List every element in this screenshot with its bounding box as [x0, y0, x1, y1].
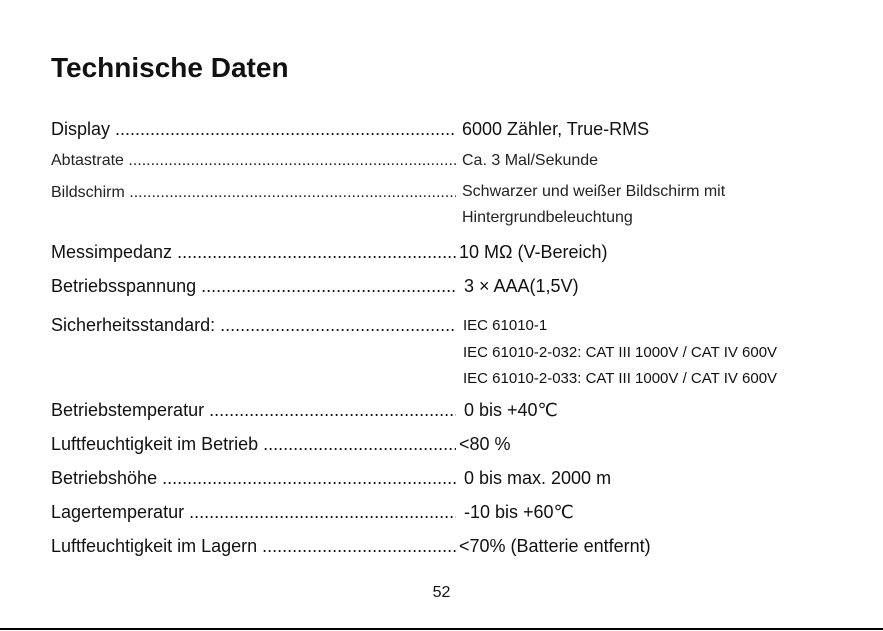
spec-value: 0 bis +40℃ [464, 400, 558, 420]
spec-label: Abtastrate ..... [51, 149, 456, 173]
spec-row-messimpedanz [51, 240, 456, 264]
page-title: Technische Daten [51, 52, 289, 83]
spec-value: -10 bis +60℃ [464, 502, 574, 522]
spec-value: 3 × AAA(1,5V) [464, 276, 579, 296]
spec-label: Bildschirm ..... [51, 181, 456, 205]
spec-value: IEC 61010-2-033: CAT III 1000V / CAT IV 600V [463, 370, 778, 387]
spec-value: Schwarzer und weißer Bildschirm mit [462, 183, 726, 200]
spec-row-luftfeuchtigkeit-lagern [51, 534, 456, 558]
spec-label: Display ..... [51, 117, 456, 141]
spec-row-luftfeuchtigkeit-betrieb [51, 432, 456, 456]
bottom-rule [0, 628, 883, 630]
spec-value: Ca. 3 Mal/Sekunde [462, 152, 599, 169]
spec-value: <70% (Batterie entfernt) [459, 536, 651, 556]
spec-row-abtastrate [51, 149, 456, 173]
spec-value: <80 % [459, 434, 511, 454]
spec-row-sicherheitsstandard [51, 313, 456, 337]
spec-value: 6000 Zähler, True-RMS [462, 119, 650, 139]
spec-label: Luftfeuchtigkeit im Lagern ..... [51, 534, 456, 558]
spec-label: Betriebstemperatur ..... [51, 398, 456, 422]
spec-value: IEC 61010-2-032: CAT III 1000V / CAT IV 600V [463, 344, 778, 361]
spec-label: Lagertemperatur ..... [51, 500, 456, 524]
page-number: 52 [432, 584, 451, 601]
spec-label: Betriebsspannung ..... [51, 274, 456, 298]
spec-row-betriebshoehe [51, 466, 456, 490]
spec-row-bildschirm [51, 181, 456, 205]
spec-value: 0 bis max. 2000 m [464, 468, 612, 488]
spec-label: Sicherheitsstandard: ..... [51, 313, 456, 337]
spec-value: 10 MΩ (V-Bereich) [459, 242, 608, 262]
spec-value: IEC 61010-1 [463, 317, 548, 334]
spec-row-betriebsspannung [51, 274, 456, 298]
spec-value-continued: Hintergrundbeleuchtung [462, 209, 633, 226]
spec-label: Luftfeuchtigkeit im Betrieb ..... [51, 432, 456, 456]
spec-row-lagertemperatur [51, 500, 456, 524]
spec-row-betriebstemperatur [51, 398, 456, 422]
spec-label: Messimpedanz ..... [51, 240, 456, 264]
spec-label: Betriebshöhe ..... [51, 466, 456, 490]
spec-row-display [51, 117, 456, 141]
